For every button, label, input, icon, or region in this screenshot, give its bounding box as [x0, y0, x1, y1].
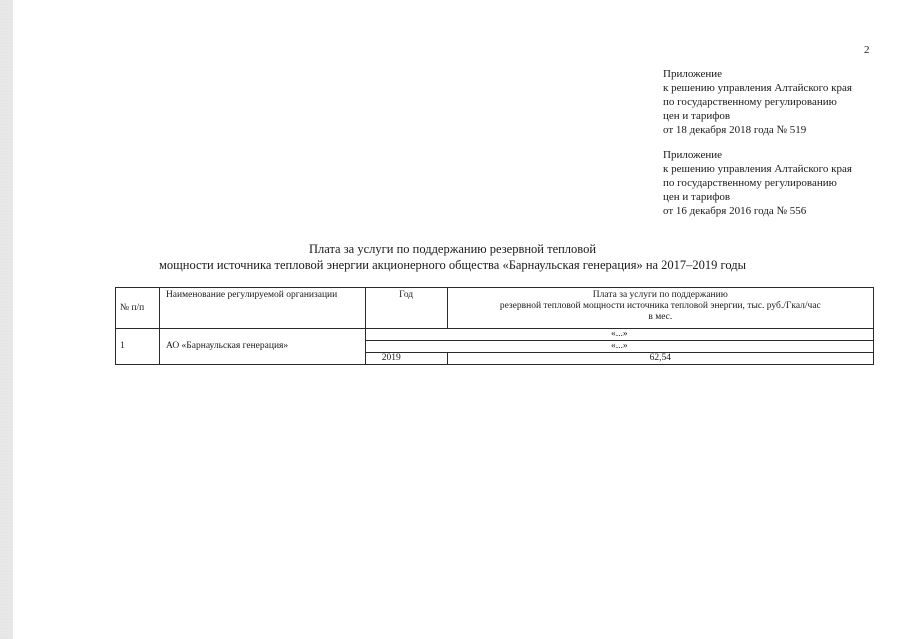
title-line-2: мощности источника тепловой энергии акционерного общества «Барнаульская генерация» на 2017–2019 годы — [158, 258, 747, 272]
appendix-line: Приложение — [663, 68, 723, 80]
appendix-block-2018 — [663, 67, 852, 137]
row-number: 1 — [116, 329, 160, 365]
header-organization: Наименование регулируемой организации — [159, 288, 365, 329]
header-year: Год — [365, 288, 447, 329]
header-number: № п/п — [116, 288, 160, 329]
header-fee — [447, 288, 873, 329]
appendix-line: цен и тарифов — [663, 110, 731, 122]
header-fee-line-1: Плата за услуги по поддержанию — [592, 290, 728, 300]
tariff-table — [115, 287, 874, 365]
omitted-cell-2: «...» — [365, 341, 873, 353]
row-fee-value: 62,54 — [447, 353, 873, 365]
table-header-row — [116, 288, 874, 329]
row-year: 2019 — [365, 353, 447, 365]
page-number: 2 — [864, 44, 870, 56]
appendix-block-2016 — [663, 148, 852, 218]
appendix-line: по государственному регулированию — [663, 96, 837, 108]
appendix-line: от 18 декабря 2018 года № 519 — [663, 124, 807, 136]
omitted-cell-1: «...» — [365, 329, 873, 341]
appendix-line: к решению управления Алтайского края — [663, 163, 852, 175]
document-title — [0, 241, 905, 273]
scan-edge — [0, 0, 13, 639]
appendix-line: к решению управления Алтайского края — [663, 82, 852, 94]
appendix-line: Приложение — [663, 149, 723, 161]
row-organization: АО «Барнаульская генерация» — [159, 329, 365, 365]
appendix-line: по государственному регулированию — [663, 177, 837, 189]
appendix-line: цен и тарифов — [663, 191, 731, 203]
header-fee-line-2: резервной тепловой мощности источника тепловой энергии, тыс. руб./Гкал/час — [499, 301, 821, 311]
title-line-1: Плата за услуги по поддержанию резервной тепловой — [308, 242, 597, 256]
appendix-line: от 16 декабря 2016 года № 556 — [663, 205, 807, 217]
table-row — [116, 329, 874, 341]
header-fee-line-3: в мес. — [648, 312, 673, 322]
